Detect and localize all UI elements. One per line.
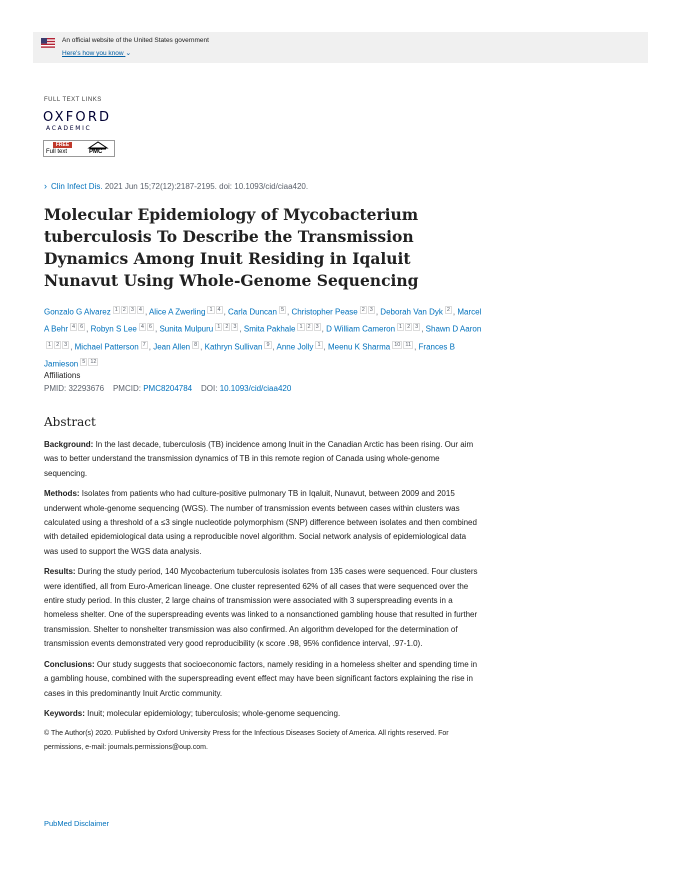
affiliation-ref[interactable]: 4: [72, 324, 76, 331]
author-link[interactable]: Anne Jolly: [276, 342, 314, 352]
affiliation-ref[interactable]: 2: [56, 341, 60, 348]
author-link[interactable]: Robyn S Lee: [90, 325, 137, 335]
author-affiliation-refs: [46, 342, 70, 348]
author-affiliation-refs: [207, 307, 223, 313]
author-link[interactable]: Jean Allen: [153, 342, 191, 352]
pmid-label: PMID:: [44, 384, 67, 393]
methods-text: Isolates from patients who had culture-positive pulmonary TB in Iqaluit, Nunavut, between 2009 and 2015 underwent whole-genome sequencing (WGS). The number of transmission events between cases within clusters was calculated using a threshold of a ≤3 single nucleotide polymorphism (SNP) difference between isolates and then combined with detailed epidemiological data using a reproducible novel algorithm. Social network analysis of epidemiological data was used to support the WGS data analysis.: [44, 489, 477, 556]
article-identifiers: [44, 384, 291, 393]
affiliation-ref[interactable]: 2: [446, 307, 450, 313]
affiliation-ref[interactable]: 2: [122, 307, 126, 313]
affiliation-ref[interactable]: 3: [369, 307, 373, 313]
oxford-logo-sub: ACADEMIC: [46, 125, 92, 132]
oxford-logo-word: OXFORD: [43, 110, 112, 125]
pmc-logo: [81, 141, 115, 157]
journal-link[interactable]: Clin Infect Dis.: [51, 182, 103, 191]
chevron-down-icon: ⌄: [125, 50, 132, 57]
author-affiliation-refs: [215, 324, 239, 330]
author-link[interactable]: Smita Pakhale: [243, 325, 296, 335]
affiliation-ref[interactable]: 1: [399, 324, 403, 331]
author-link[interactable]: D William Cameron: [326, 325, 396, 335]
methods-label: Methods:: [44, 489, 80, 499]
author-link[interactable]: Frances B Jamieson: [44, 342, 455, 370]
affiliation-ref[interactable]: 5: [280, 307, 284, 313]
abstract-body: [44, 438, 480, 761]
affiliation-ref[interactable]: 1: [114, 307, 118, 313]
affiliation-ref[interactable]: 3: [130, 307, 134, 313]
affiliation-ref[interactable]: 4: [138, 307, 142, 313]
author-link[interactable]: Marcel A Behr: [44, 307, 482, 335]
abstract-methods: [44, 487, 480, 559]
affiliation-ref[interactable]: 2: [307, 324, 311, 331]
pubmed-disclaimer-link[interactable]: PubMed Disclaimer: [44, 819, 110, 828]
affiliation-ref[interactable]: 1: [299, 324, 303, 331]
full-text-label: Full text: [46, 149, 68, 155]
affiliation-ref[interactable]: 4: [217, 307, 221, 313]
affiliation-ref[interactable]: 9: [266, 341, 270, 348]
keywords-label: Keywords:: [44, 708, 85, 718]
keywords-text: Inuit; molecular epidemiology; tuberculosis; whole-genome sequencing.: [87, 708, 341, 718]
doi-link[interactable]: 10.1093/cid/ciaa420: [219, 384, 292, 393]
heres-how-you-know-link[interactable]: [62, 49, 131, 57]
gov-banner: [33, 32, 648, 63]
author-affiliation-refs: [445, 307, 453, 313]
copyright-notice: © The Author(s) 2020. Published by Oxford University Press for the Infectious Diseases Society of America. All rights reserved. For permissions, e-mail: journals.permissions@oup.com.: [44, 730, 449, 752]
affiliation-ref[interactable]: 1: [217, 324, 221, 331]
author-affiliation-refs: [70, 324, 86, 330]
affiliation-ref[interactable]: 5: [82, 359, 86, 366]
abstract-heading: Abstract: [44, 415, 96, 429]
chevron-right-icon: ›: [44, 181, 47, 191]
author-link[interactable]: Deborah Van Dyk: [380, 307, 443, 317]
author-affiliation-refs: [264, 342, 272, 348]
citation-details: 2021 Jun 15;72(12):2187-2195. doi: 10.1093/cid/ciaa420.: [104, 182, 309, 191]
author-affiliation-refs: [392, 342, 414, 348]
background-label: Background:: [44, 440, 94, 449]
affiliation-ref[interactable]: 6: [80, 324, 84, 331]
abstract-conclusions: [44, 658, 480, 701]
pmcid-label: PMCID:: [112, 384, 141, 393]
affiliation-ref[interactable]: 12: [90, 359, 97, 366]
author-link[interactable]: Shawn D Aaron: [425, 325, 482, 335]
results-label: Results:: [44, 567, 76, 577]
affiliation-ref[interactable]: 3: [315, 324, 319, 331]
affiliation-ref[interactable]: 3: [64, 341, 68, 348]
heres-how-you-know-label: Here's how you know: [62, 50, 124, 57]
abstract-background: [44, 438, 480, 481]
pmcid-link[interactable]: PMC8204784: [143, 384, 193, 393]
affiliation-ref[interactable]: 1: [209, 307, 213, 313]
author-affiliation-refs: [360, 307, 376, 313]
abstract-results: [44, 565, 480, 651]
article-title: Molecular Epidemiology of Mycobacterium tuberculosis To Describe the Transmission Dynamics Among Inuit Residing in Iqaluit Nunavut Using Whole-Genome Sequencing: [44, 205, 419, 290]
author-affiliation-refs: [139, 324, 155, 330]
affiliation-ref[interactable]: 3: [233, 324, 237, 331]
author-affiliation-refs: [297, 324, 321, 330]
author-link[interactable]: Michael Patterson: [74, 342, 139, 352]
author-affiliation-refs: [141, 342, 149, 348]
author-link[interactable]: Gonzalo G Alvarez: [44, 307, 111, 317]
author-link[interactable]: Carla Duncan: [228, 307, 277, 317]
us-flag-icon: [41, 38, 55, 48]
affiliation-ref[interactable]: 2: [225, 324, 229, 331]
affiliation-ref[interactable]: 1: [317, 341, 321, 348]
background-text: In the last decade, tuberculosis (TB) incidence among Inuit in the Canadian Arctic has been rising. Our aim was to better understand the transmission dynamics of TB in this remote region of Canada using whole-genome sequencing.: [44, 440, 474, 478]
free-label: FREE: [53, 142, 72, 148]
oxford-academic-link[interactable]: [43, 111, 123, 132]
doi-label: DOI:: [201, 384, 218, 393]
affiliation-ref[interactable]: 4: [140, 324, 144, 331]
conclusions-text: Our study suggests that socioeconomic factors, namely residing in a homeless shelter and spending time in a gambling house, combined with the superspreading event effect may have been significant factors explaining the rise in cases in this predominantly Inuit Arctic community.: [44, 659, 478, 698]
author-link[interactable]: Meenu K Sharma: [327, 342, 391, 352]
author-affiliation-refs: [113, 307, 145, 313]
affiliation-ref[interactable]: 1: [48, 341, 52, 348]
author-affiliation-refs: [192, 342, 200, 348]
pmc-free-full-text-link[interactable]: [43, 140, 115, 157]
affiliation-ref[interactable]: 8: [194, 341, 198, 348]
pmid-value: 32293676: [68, 384, 105, 393]
results-text: During the study period, 140 Mycobacterium tuberculosis isolates from 135 cases were sequenced. Four clusters were identified, all from Euro-American lineage. One cluster represented 62% of all cases that were sequenced over the entire study period. In this cluster, 2 large chains of transmission were associated with 3 superspreading events in a homeless shelter. One of the superspreading events was linked to a nonsanctioned gambling house that resulted in further transmission. Shelter to nonshelter transmission was also confirmed. An algorithm developed for the determination of transmission events demonstrated very good reproducibility (κ score .98, 95% confidence interval, .97-1.0).: [44, 567, 478, 649]
full-text-links-label: FULL TEXT LINKS: [44, 97, 102, 103]
authors-list: Gonzalo G Alvarez $^{1 2 3 4}$ , Alice A Zwerling $^{1 4}$ , Carla Duncan $^5$ , Christopher Pease $^{2 3}$ , Deborah Van Dyk $^2$ , Marcel A Behr $^{4 6}$ , Robyn S Lee $^{4 6}$ , Sunita Mulpuru $^{1 2 3}$ , Smita Pakhale $^{1 2 3}$ , D William Cameron $^{1 2 3}$ , Shawn D Aaron$^{1 2 3}$ , Michael Patterson $^7$ , Jean Allen $^8$ , Kathryn Sullivan $^9$ , Anne Jolly $^1$ , Meenu K Sharma $^{10 11}$ , Frances B Jamieson $^{5 12}$: [44, 307, 482, 370]
affiliation-ref[interactable]: 10: [394, 341, 401, 348]
affiliation-ref[interactable]: 6: [148, 324, 152, 331]
free-full-text-badge: [44, 141, 80, 157]
author-affiliation-refs: [397, 324, 421, 330]
conclusions-label: Conclusions:: [44, 659, 95, 669]
citation: [44, 181, 308, 191]
author-link[interactable]: Christopher Pease: [291, 307, 358, 317]
author-link[interactable]: Alice A Zwerling: [148, 307, 206, 317]
keywords: [44, 707, 480, 721]
affiliation-ref[interactable]: 2: [361, 307, 365, 313]
author-affiliation-refs: [315, 342, 323, 348]
gov-banner-text: An official website of the United States government: [62, 37, 209, 44]
author-affiliation-refs: [80, 359, 99, 365]
affiliation-ref[interactable]: 2: [407, 324, 411, 331]
author-link[interactable]: Kathryn Sullivan: [204, 342, 263, 352]
affiliation-ref[interactable]: 7: [142, 341, 146, 348]
author-affiliation-refs: [279, 307, 287, 313]
affiliation-ref[interactable]: 11: [405, 341, 412, 348]
pmc-label: PMC: [89, 149, 103, 155]
author-link[interactable]: Sunita Mulpuru: [159, 325, 214, 335]
affiliation-ref[interactable]: 3: [415, 324, 419, 331]
affiliations-toggle[interactable]: Affiliations: [44, 371, 81, 380]
